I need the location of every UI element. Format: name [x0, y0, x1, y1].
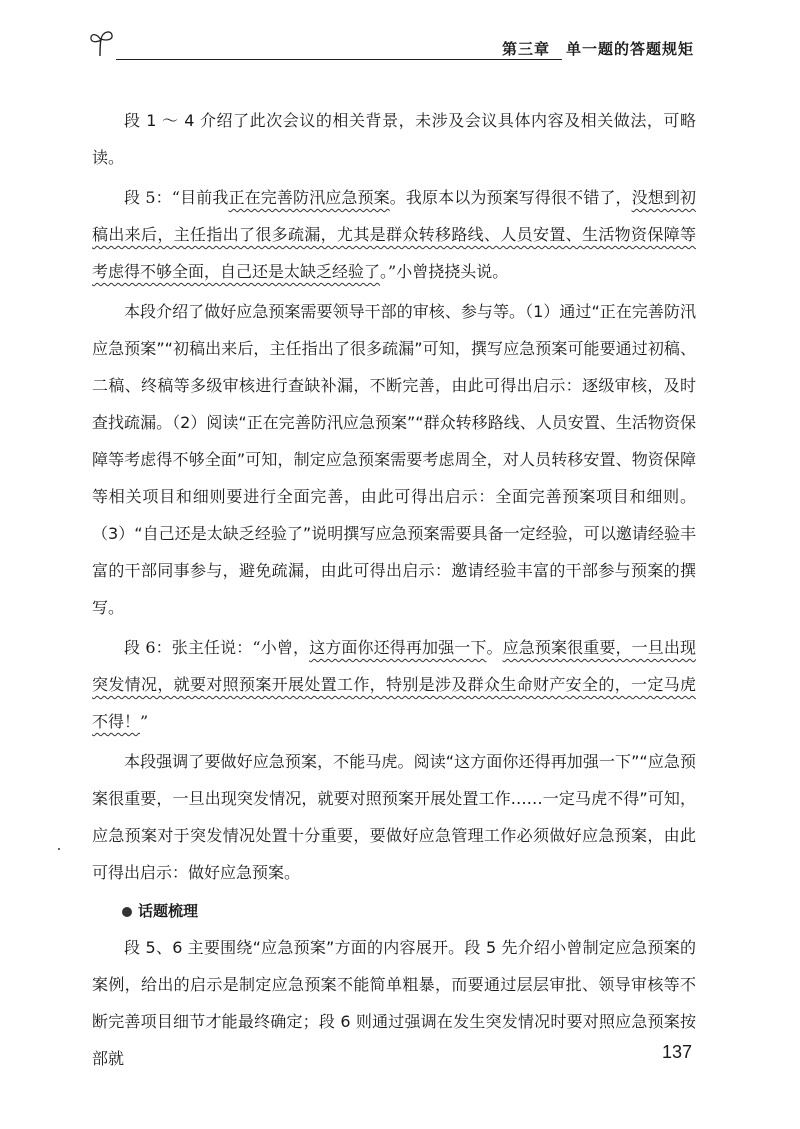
- quote-text: 张主任说：“小曾，: [171, 638, 310, 657]
- paragraph-analysis-6: 本段强调了要做好应急预案，不能马虎。阅读“这方面你还得再加强一下”“应急预案很重要，一旦出现突发情况，就要对照预案开展处置工作……一定马虎不得”可知，应急预案对于突发情况处置十分重要，要做好应急管理工作必须做好应急预案，由此可得出启示：做好应急预案。: [92, 752, 696, 882]
- key-phrase: 这方面你还得再加强一下: [309, 638, 487, 657]
- page-header: [88, 26, 694, 66]
- paragraph-quote-6: [92, 629, 696, 740]
- paragraph-intro: 段 1 ～ 4 介绍了此次会议的相关背景，未涉及会议具体内容及相关做法，可略读。: [92, 111, 696, 167]
- section-heading: [92, 893, 696, 929]
- quote-text: 。: [486, 638, 503, 657]
- key-phrase: 正在完善防汛应急预案: [228, 188, 390, 207]
- sprout-icon: [88, 28, 118, 58]
- quote-text: 。”小曾挠挠头说。: [380, 262, 509, 281]
- paragraph-topic-summary: 段 5、6 主要围绕“应急预案”方面的内容展开。段 5 先介绍小曾制定应急预案的案例，给出的启示是制定应急预案不能简单粗暴，而要通过层层审批、领导审核等不断完善项目细节才能最终确定；段 6 则通过强调在发生突发情况时要对照应急预案按部就: [92, 938, 696, 1068]
- stray-mark: [58, 848, 60, 850]
- quote-text: “目前我: [171, 188, 229, 207]
- page-body: [92, 102, 696, 1077]
- paragraph-label: 段 5：: [124, 188, 172, 207]
- quote-text: ”: [140, 712, 149, 731]
- paragraph-analysis-5: 本段介绍了做好应急预案需要领导干部的审核、参与等。（1）通过“正在完善防汛应急预案”“初稿出来后，主任指出了很多疏漏”可知，撰写应急预案可能要通过初稿、二稿、终稿等多级审核进行查缺补漏，不断完善，由此可得出启示：逐级审核，及时查找疏漏。（2）阅读“正在完善防汛应急预案”“群众转移路线、人员安置、生活物资保障等考虑得不够全面”可知，制定应急预案需要考虑周全，对人员转移安置、物资保障等相关项目和细则要进行全面完善，由此可得出启示：全面完善预案项目和细则。（3）“自己还是太缺乏经验了”说明撰写应急预案需要具备一定经验，可以邀请经验丰富的干部同事参与，避免疏漏，由此可得出启示：邀请经验丰富的干部参与预案的撰写。: [92, 302, 696, 617]
- paragraph-label: 段 6：: [124, 638, 172, 657]
- chapter-title: 第三章 单一题的答题规矩: [501, 40, 694, 58]
- paragraph-quote-5: [92, 179, 696, 290]
- section-heading-text: 话题梳理: [138, 902, 199, 920]
- key-phrase: 应急预案很重要，一旦出现突发情况，就要对照预案开展处置工作，特别是涉及群众生命财产安全的，一定马虎不得！: [92, 638, 696, 731]
- page-number: 137: [661, 1042, 692, 1062]
- bullet-icon: [122, 907, 132, 917]
- header-rule: [116, 59, 562, 60]
- quote-text: 。我原本以为预案写得很不错了，: [389, 188, 632, 207]
- key-phrase: 没想到初稿出来后，主任指出了很多疏漏，尤其是群众转移路线、人员安置、生活物资保障等考虑得不够全面，自己还是太缺乏经验了: [92, 188, 696, 281]
